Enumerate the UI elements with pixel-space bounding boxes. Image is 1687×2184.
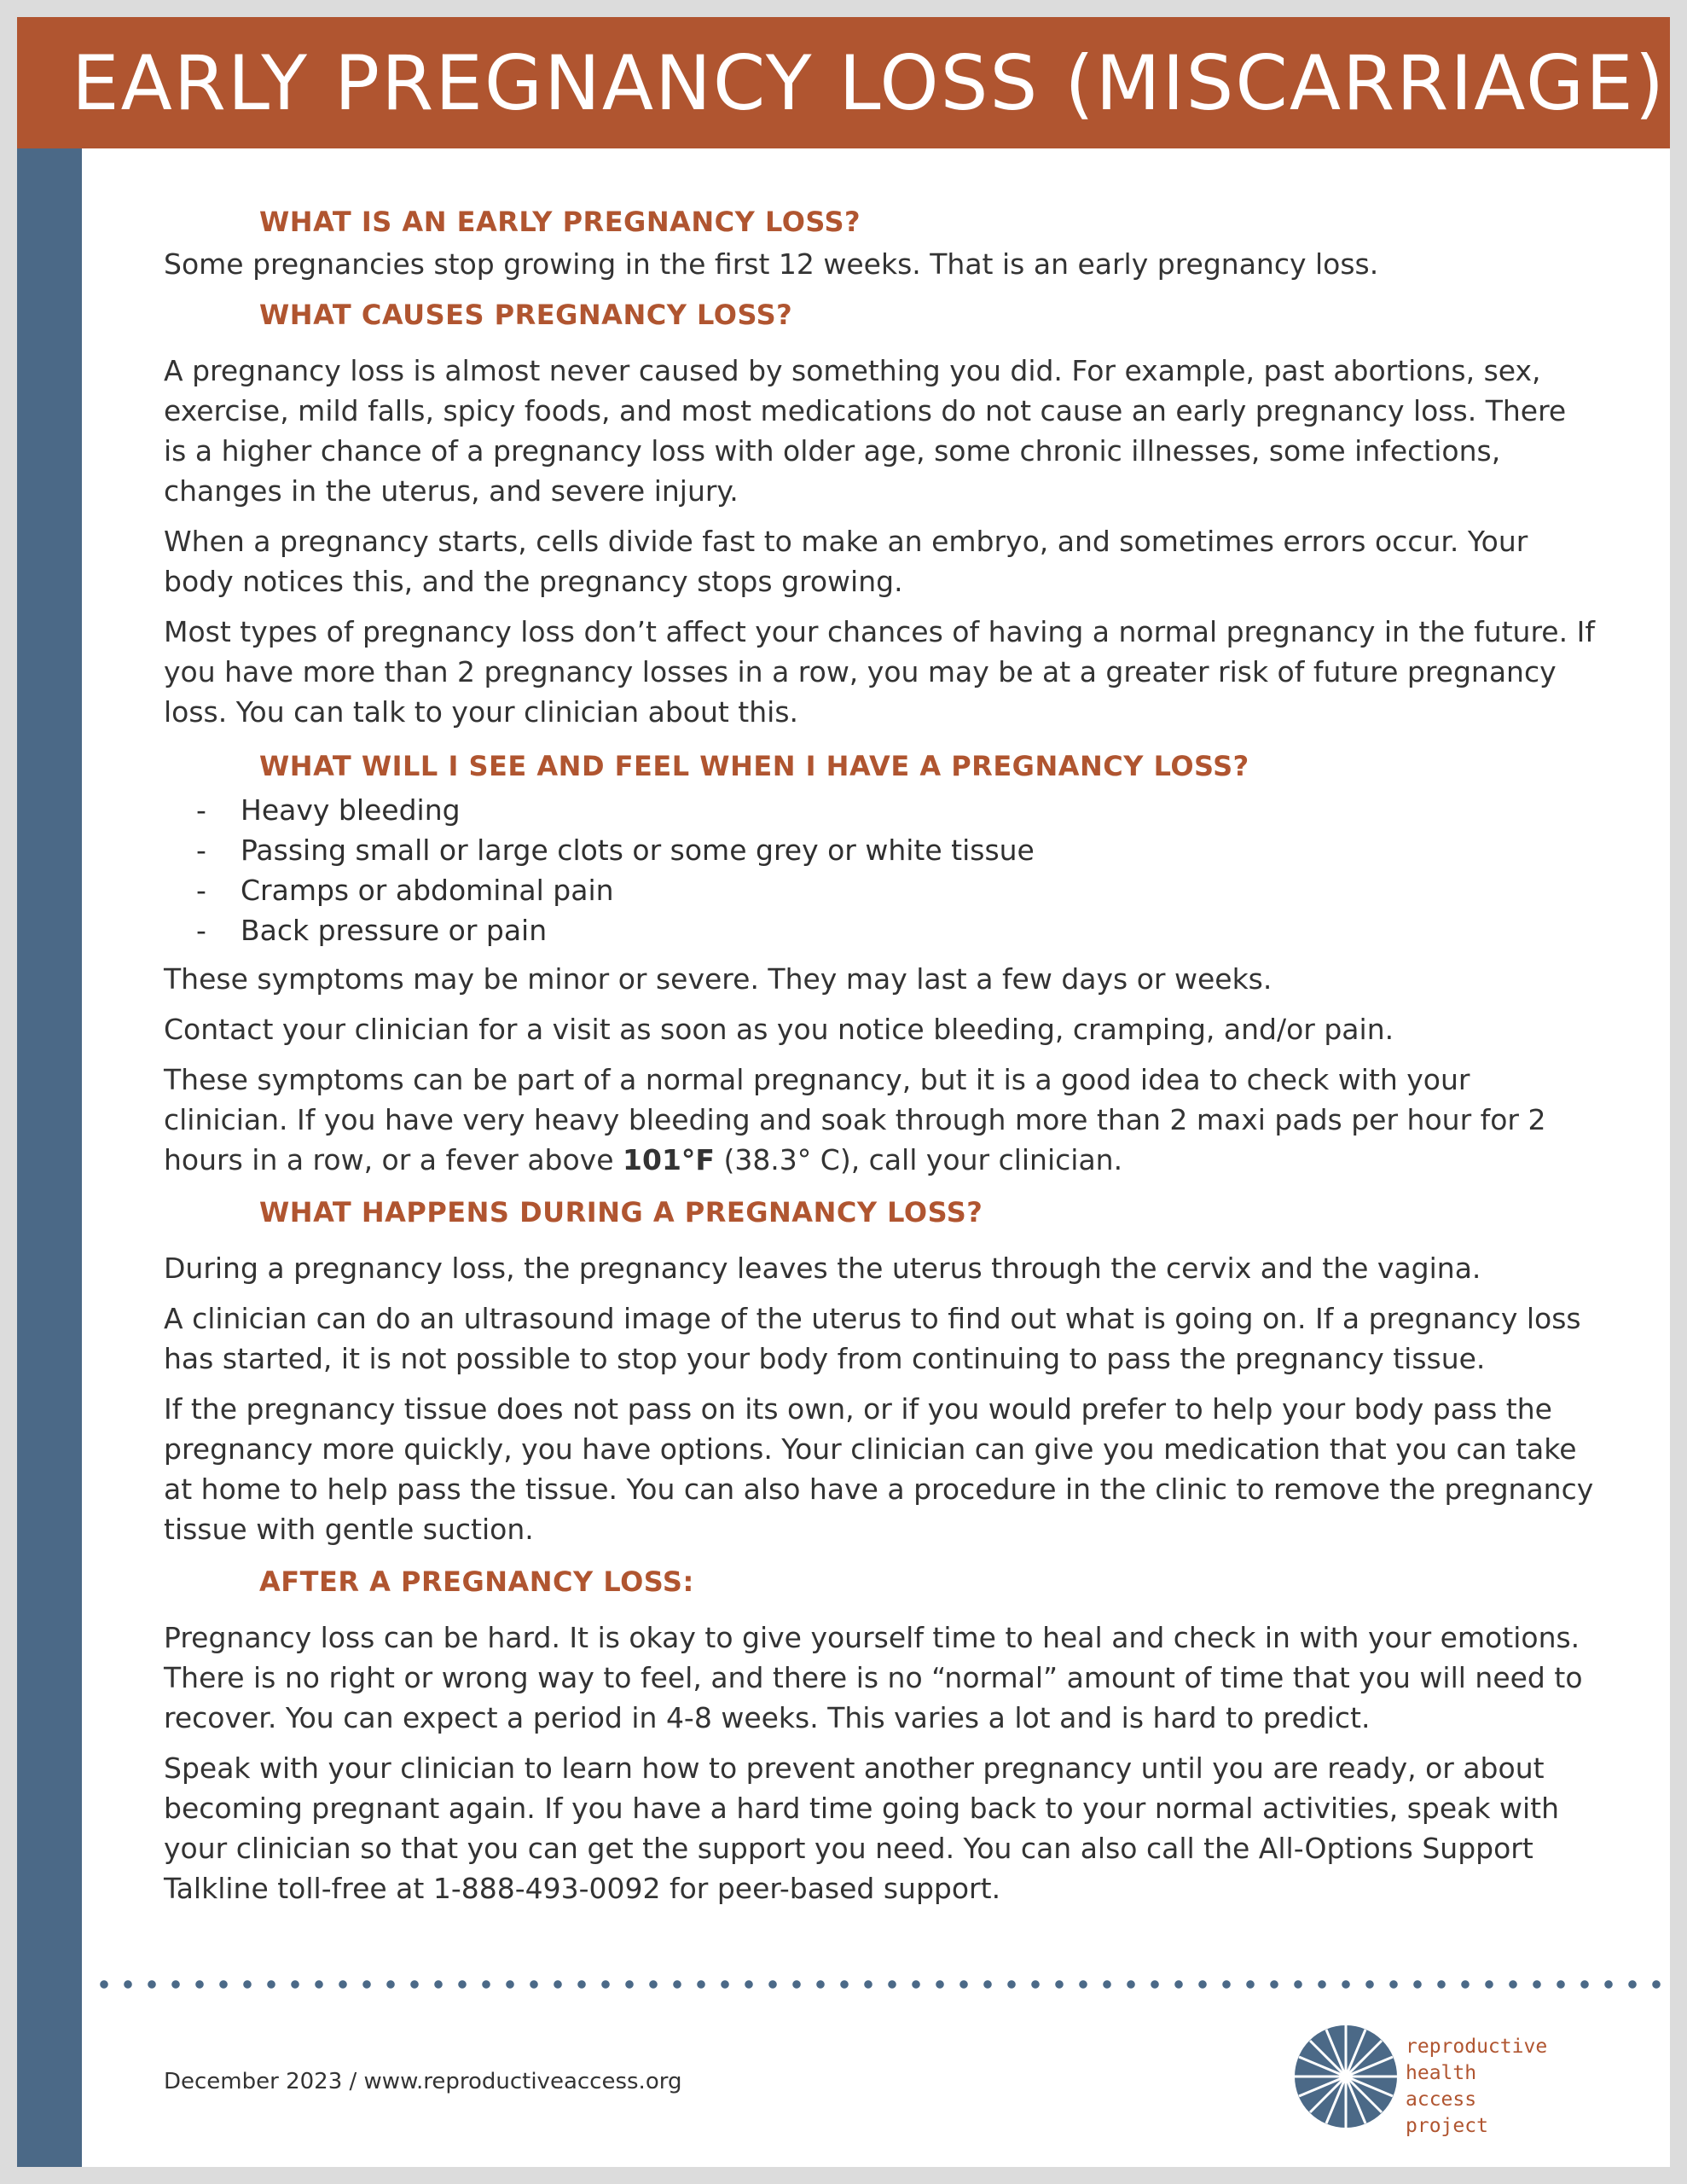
paragraph: Most types of pregnancy loss don’t affect your chances of having a normal pregnancy in the future. If you have more than 2 pregnancy losses in a row, you may be at a greater risk of future pregnancy loss. You can talk to your clinician about this. — [164, 615, 1595, 729]
footer-date-url: December 2023 / www.reproductiveaccess.org — [164, 2069, 682, 2094]
sidebar-stripe — [17, 148, 82, 2167]
content — [164, 203, 1597, 1908]
section-heading: WHAT HAPPENS DURING A PREGNANCY LOSS? — [259, 1196, 983, 1228]
paragraph: These symptoms may be minor or severe. They may last a few days or weeks. — [164, 962, 1272, 996]
list-item: - Cramps or abdominal pain — [196, 874, 614, 907]
logo-text: reproductive health access project — [1406, 2036, 1548, 2137]
title-banner — [17, 17, 1670, 148]
section-heading: WHAT WILL I SEE AND FEEL WHEN I HAVE A PREGNANCY LOSS? — [259, 750, 1249, 782]
list-item: - Back pressure or pain — [196, 914, 548, 947]
paragraph: Speak with your clinician to learn how to prevent another pregnancy until you are ready, or about becoming pregnant again. If you have a hard time going back to your normal activities, speak with your clinician so that you can get the support you need. You can also call the All-Options Support Talkline toll-free at 1-888-493-0092 for peer-based support. — [164, 1751, 1559, 1905]
paragraph: When a pregnancy starts, cells divide fast to make an embryo, and sometimes errors occur. Your body notices this, and the pregnancy stops growing. — [164, 525, 1528, 598]
document-page — [17, 17, 1670, 2167]
starburst-icon — [1293, 2024, 1399, 2129]
paragraph: If the pregnancy tissue does not pass on its own, or if you would prefer to help your body pass the pregnancy more quickly, you have options. Your clinician can give you medication that you can take at home to help pass the tissue. You can also have a procedure in the clinic to remove the pregnancy tissue with gentle suction. — [164, 1392, 1594, 1546]
list-item: - Passing small or large clots or some grey or white tissue — [196, 834, 1035, 867]
paragraph: Some pregnancies stop growing in the first 12 weeks. That is an early pregnancy loss. — [164, 247, 1379, 281]
dotted-divider — [92, 1979, 1670, 1989]
paragraph: Contact your clinician for a visit as soon as you notice bleeding, cramping, and/or pain. — [164, 1013, 1394, 1046]
section-heading: WHAT IS AN EARLY PREGNANCY LOSS? — [259, 206, 861, 238]
paragraph: A pregnancy loss is almost never caused by something you did. For example, past abortions, sex, exercise, mild falls, spicy foods, and most medications do not cause an early pregnancy loss. There is a higher chance of a pregnancy loss with older age, some chronic illnesses, some infections, changes in the uterus, and severe injury. — [164, 354, 1567, 508]
rhap-logo — [1293, 2013, 1651, 2141]
paragraph: Pregnancy loss can be hard. It is okay to give yourself time to heal and check in with your emotions. There is no right or wrong way to feel, and there is no “normal” amount of time that you will need to recover. You can expect a period in 4-8 weeks. This varies a lot and is hard to predict. — [164, 1621, 1583, 1734]
paragraph: A clinician can do an ultrasound image of the uterus to find out what is going on. If a pregnancy loss has started, it is not possible to stop your body from continuing to pass the pregnancy tissue. — [164, 1302, 1581, 1375]
list-item: - Heavy bleeding — [196, 793, 461, 827]
section-heading: AFTER A PREGNANCY LOSS: — [259, 1565, 694, 1598]
symptom-list — [164, 790, 1597, 950]
fever-threshold: 101°F — [623, 1143, 715, 1176]
section-heading: WHAT CAUSES PREGNANCY LOSS? — [259, 299, 793, 331]
paragraph: During a pregnancy loss, the pregnancy leaves the uterus through the cervix and the vagina. — [164, 1252, 1481, 1285]
paragraph: These symptoms can be part of a normal pregnancy, but it is a good idea to check with your clinician. If you have very heavy bleeding and soak through more than 2 maxi pads per hour for 2 hours in a row, or a fever above 101°F (38.3° C), call your clinician. — [164, 1063, 1546, 1176]
page-title: EARLY PREGNANCY LOSS (MISCARRIAGE) — [72, 39, 1667, 127]
